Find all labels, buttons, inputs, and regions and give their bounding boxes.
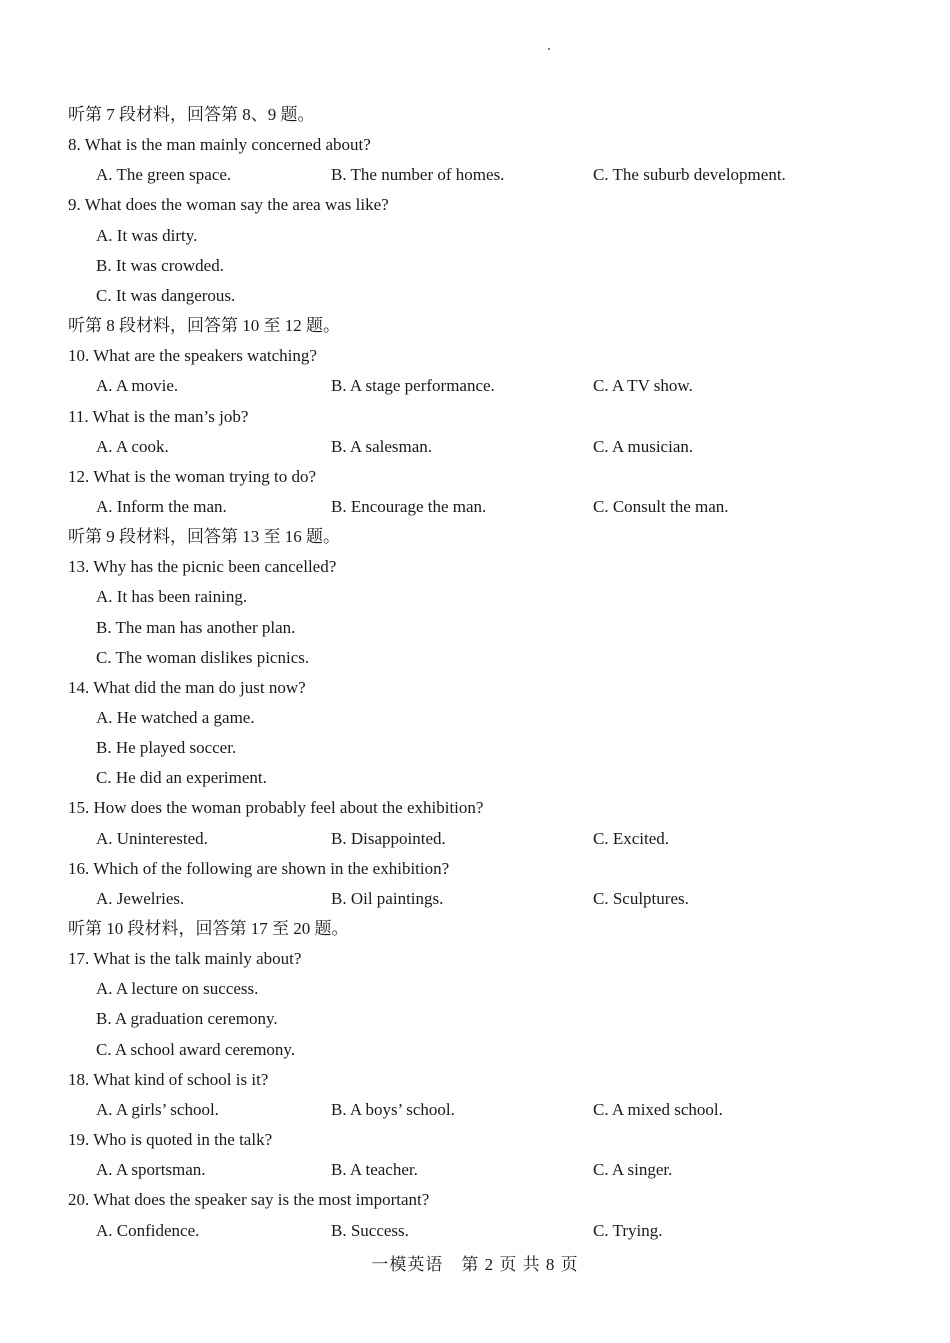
- question: 17. What is the talk mainly about?: [68, 949, 302, 968]
- option-c[interactable]: C. A mixed school.: [593, 1100, 723, 1119]
- option-a[interactable]: A. It was dirty.: [96, 226, 198, 245]
- question: 13. Why has the picnic been cancelled?: [68, 557, 337, 576]
- options-row: [0, 492, 950, 522]
- option-a[interactable]: A. A girls’ school.: [96, 1100, 219, 1119]
- options-row: [0, 432, 950, 462]
- option-b[interactable]: B. It was crowded.: [96, 256, 224, 275]
- option-c[interactable]: C. A school award ceremony.: [96, 1040, 296, 1059]
- question: 20. What does the speaker say is the most important?: [68, 1190, 430, 1209]
- question: 15. How does the woman probably feel about the exhibition?: [68, 798, 484, 817]
- option-b[interactable]: B. A salesman.: [331, 437, 433, 456]
- option-c[interactable]: C. A musician.: [593, 437, 694, 456]
- option-a[interactable]: A. Inform the man.: [96, 497, 227, 516]
- question: 8. What is the man mainly concerned about?: [68, 135, 371, 154]
- question: 11. What is the man’s job?: [68, 407, 249, 426]
- question: 19. Who is quoted in the talk?: [68, 1130, 273, 1149]
- option-c[interactable]: C. The suburb development.: [593, 165, 786, 184]
- option-b[interactable]: B. A boys’ school.: [331, 1100, 455, 1119]
- option-c[interactable]: C. A singer.: [593, 1160, 673, 1179]
- options-row: [0, 1155, 950, 1185]
- options-row: [0, 824, 950, 854]
- section-header: 听第 8 段材料，回答第 10 至 12 题。: [68, 316, 340, 335]
- options-row: [0, 371, 950, 401]
- option-a[interactable]: A. A cook.: [96, 437, 169, 456]
- option-c[interactable]: C. The woman dislikes picnics.: [96, 648, 310, 667]
- option-c[interactable]: C. Consult the man.: [593, 497, 729, 516]
- option-b[interactable]: B. A graduation ceremony.: [96, 1009, 278, 1028]
- option-a[interactable]: A. Jewelries.: [96, 889, 185, 908]
- question: 9. What does the woman say the area was like?: [68, 195, 389, 214]
- option-b[interactable]: B. A teacher.: [331, 1160, 418, 1179]
- question: 10. What are the speakers watching?: [68, 346, 317, 365]
- question: 18. What kind of school is it?: [68, 1070, 269, 1089]
- option-b[interactable]: B. Encourage the man.: [331, 497, 487, 516]
- option-a[interactable]: A. Uninterested.: [96, 829, 208, 848]
- section-header: 听第 7 段材料，回答第 8、9 题。: [68, 105, 315, 124]
- options-row: [0, 1216, 950, 1246]
- option-b[interactable]: B. He played soccer.: [96, 738, 237, 757]
- option-c[interactable]: C. Excited.: [593, 829, 670, 848]
- question: 16. Which of the following are shown in the exhibition?: [68, 859, 450, 878]
- question: 14. What did the man do just now?: [68, 678, 306, 697]
- question: 12. What is the woman trying to do?: [68, 467, 317, 486]
- option-c[interactable]: C. Trying.: [593, 1221, 663, 1240]
- option-a[interactable]: A. He watched a game.: [96, 708, 255, 727]
- option-c[interactable]: C. He did an experiment.: [96, 768, 267, 787]
- page-footer: 一模英语 第 2 页 共 8 页: [371, 1255, 579, 1274]
- option-c[interactable]: C. It was dangerous.: [96, 286, 236, 305]
- option-b[interactable]: B. Success.: [331, 1221, 409, 1240]
- option-b[interactable]: B. Oil paintings.: [331, 889, 444, 908]
- scan-dot: [548, 48, 550, 50]
- option-a[interactable]: A. It has been raining.: [96, 587, 248, 606]
- option-b[interactable]: B. Disappointed.: [331, 829, 446, 848]
- option-a[interactable]: A. A lecture on success.: [96, 979, 259, 998]
- options-row: [0, 1095, 950, 1125]
- option-b[interactable]: B. The number of homes.: [331, 165, 505, 184]
- options-row: [0, 884, 950, 914]
- option-a[interactable]: A. A sportsman.: [96, 1160, 206, 1179]
- section-header: 听第 10 段材料，回答第 17 至 20 题。: [68, 919, 349, 938]
- option-a[interactable]: A. The green space.: [96, 165, 232, 184]
- option-b[interactable]: B. A stage performance.: [331, 376, 495, 395]
- option-c[interactable]: C. Sculptures.: [593, 889, 689, 908]
- option-b[interactable]: B. The man has another plan.: [96, 618, 296, 637]
- option-a[interactable]: A. Confidence.: [96, 1221, 200, 1240]
- option-a[interactable]: A. A movie.: [96, 376, 179, 395]
- section-header: 听第 9 段材料，回答第 13 至 16 题。: [68, 527, 340, 546]
- option-c[interactable]: C. A TV show.: [593, 376, 693, 395]
- options-row: [0, 160, 950, 190]
